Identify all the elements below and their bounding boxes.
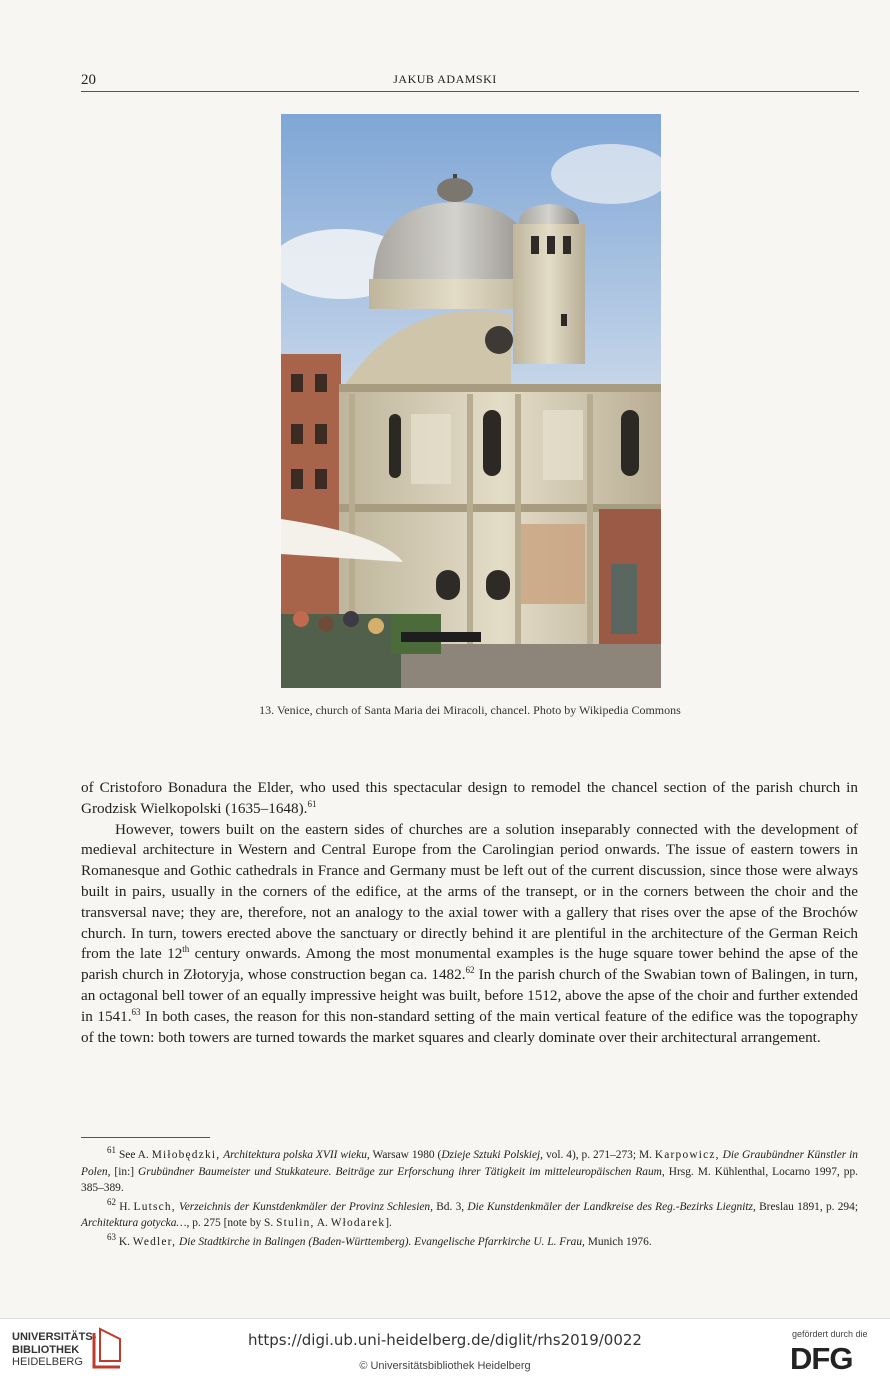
paragraph-2: However, towers built on the eastern sides of churches are a solution inseparably connected with the development of medieval architecture in Western and Central Europe from the Carolingian period onwards. The issue of eastern towers in Romanesque and Gothic cathedrals in France and Germany must be left out of the current discussion, since those were always built in pairs, usually in the corners of the edifice, at the arms of the transept, or in the corners between the choir and the transversal nave; they are, therefore, not an analogy to the axial tower with a gallery that rises over the apse of the Brochów church. In turn, towers erected above the sanctuary or directly behind it are plentiful in the architecture of the German Reich from the late 12th century onwards. Among the most monumental examples is the huge square tower behind the apse of the parish church in Złotoryja, whose construction began ca. 1482.62 In the parish church of the Swabian town of Balingen, in turn, an octagonal bell tower of an equally impressive height was built, before 1512, above the apse of the choir and further extended in 1541.63 In both cases, the reason for this non-standard setting of the main vertical feature of the edifice was the topography of the town: both towers are turned towards the market squares and clearly dominate over their architectural arrangement. <box>81 820 858 1046</box>
permalink-url[interactable]: https://digi.ub.uni-heidelberg.de/diglit/rhs2019/0022 <box>248 1331 642 1349</box>
footnote-ref-61[interactable]: 61 <box>307 798 317 809</box>
footnote-61: $^{61}$ See A. Miłobędzki, Architektura polska XVII wieku, Warsaw 1980 (Dzieje Sztuki Polskiej, vol. 4), p. 271–273; M. Karpowicz, Die Graubündner Künstler in Polen, [in:] Grubündner Baumeister und Stukkateure. Beiträge zur Erforschung ihrer Tätigkeit im mitteleuropäischen Raum, Hrsg. M. Kühlenthal, Locarno 1997, pp. 385–389. <box>81 1145 858 1194</box>
funding-label: gefördert durch die <box>792 1329 868 1339</box>
figure-photo-church <box>281 114 661 688</box>
paragraph-1: of Cristoforo Bonadura the Elder, who used this spectacular design to remodel the chancel section of the parish church in Grodzisk Wielkopolski (1635–1648).$^{61}$ <box>81 779 858 817</box>
dfg-logo[interactable]: DFG <box>790 1341 853 1376</box>
header-rule <box>81 91 859 92</box>
footnote-ref-63[interactable]: 63 <box>131 1006 141 1017</box>
copyright-notice: © Universitätsbibliothek Heidelberg <box>359 1360 531 1372</box>
church-photo-illustration <box>281 114 661 688</box>
viewer-footer <box>0 1318 890 1382</box>
footnotes <box>81 1147 858 1250</box>
library-logo-text[interactable]: UNIVERSITÄTS- BIBLIOTHEK HEIDELBERG <box>12 1331 97 1368</box>
footnote-rule <box>81 1137 210 1138</box>
running-header-author: JAKUB ADAMSKI <box>393 72 497 86</box>
footnote-62: $^{62}$ H. Lutsch, Verzeichnis der Kunstdenkmäler der Provinz Schlesien, Bd. 3, Die Kunstdenkmäler der Landkreise des Reg.-Bezirks Liegnitz, Breslau 1891, p. 294; Architektura gotycka…, p. 275 [note by S. Stulin, A. Włodarek]. <box>81 1196 858 1229</box>
body-text <box>81 778 858 1048</box>
page-number: 20 <box>81 72 96 88</box>
footnote-63: $^{63}$ K. Wedler, Die Stadtkirche in Balingen (Baden-Württemberg). Evangelische Pfarrkirche U. L. Frau, Munich 1976. <box>107 1231 652 1248</box>
superscript-th: th <box>182 944 190 955</box>
figure-caption: 13. Venice, church of Santa Maria dei Miracoli, chancel. Photo by Wikipedia Commons <box>259 703 681 717</box>
footnote-ref-62[interactable]: 62 <box>465 965 475 976</box>
